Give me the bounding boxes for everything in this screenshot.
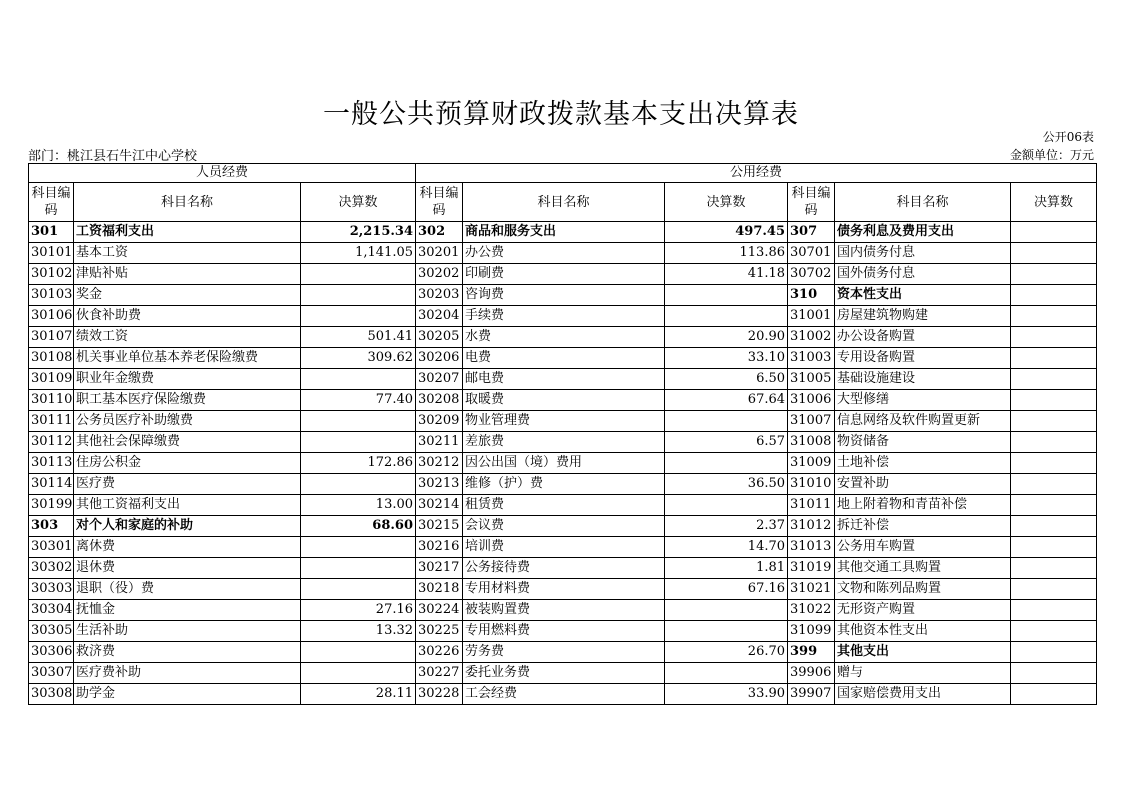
table-row — [29, 264, 1097, 285]
public-group-header: 公用经费 — [416, 164, 1097, 183]
name-cell: 资本性支出 — [835, 285, 1011, 306]
code-cell: 39907 — [788, 684, 835, 705]
table-row — [29, 285, 1097, 306]
code-cell: 30203 — [416, 285, 463, 306]
name-cell: 取暖费 — [463, 390, 665, 411]
amount-cell: 33.10 — [665, 348, 788, 369]
amount-cell — [665, 621, 788, 642]
name-cell: 工会经费 — [463, 684, 665, 705]
amount-cell — [1011, 411, 1097, 432]
code-cell: 31007 — [788, 411, 835, 432]
name-cell: 水费 — [463, 327, 665, 348]
name-cell: 债务利息及费用支出 — [835, 222, 1011, 243]
table-row — [29, 600, 1097, 621]
amount-cell — [1011, 621, 1097, 642]
code-cell: 30107 — [29, 327, 74, 348]
name-cell: 被装购置费 — [463, 600, 665, 621]
name-cell: 医疗费补助 — [74, 663, 301, 684]
name-cell: 公务员医疗补助缴费 — [74, 411, 301, 432]
name-cell: 医疗费 — [74, 474, 301, 495]
name-header: 科目名称 — [463, 183, 665, 222]
name-cell: 土地补偿 — [835, 453, 1011, 474]
name-cell: 住房公积金 — [74, 453, 301, 474]
amount-cell — [1011, 264, 1097, 285]
amount-cell — [1011, 600, 1097, 621]
name-cell: 国内债务付息 — [835, 243, 1011, 264]
amount-cell: 33.90 — [665, 684, 788, 705]
amount-cell: 27.16 — [301, 600, 416, 621]
code-cell: 30206 — [416, 348, 463, 369]
table-row — [29, 642, 1097, 663]
table-row — [29, 684, 1097, 705]
amount-cell — [301, 411, 416, 432]
amount-cell — [301, 537, 416, 558]
amount-cell — [1011, 243, 1097, 264]
amount-header: 决算数 — [665, 183, 788, 222]
name-cell: 物业管理费 — [463, 411, 665, 432]
code-header: 科目编码 — [416, 183, 463, 222]
amount-cell: 13.00 — [301, 495, 416, 516]
name-cell: 办公设备购置 — [835, 327, 1011, 348]
table-row — [29, 306, 1097, 327]
amount-cell — [1011, 558, 1097, 579]
amount-cell: 41.18 — [665, 264, 788, 285]
code-cell: 31002 — [788, 327, 835, 348]
amount-cell — [1011, 474, 1097, 495]
name-cell: 赠与 — [835, 663, 1011, 684]
amount-cell: 68.60 — [301, 516, 416, 537]
amount-cell — [1011, 684, 1097, 705]
name-cell: 会议费 — [463, 516, 665, 537]
amount-cell — [301, 264, 416, 285]
amount-cell: 36.50 — [665, 474, 788, 495]
code-cell: 30301 — [29, 537, 74, 558]
code-cell: 31005 — [788, 369, 835, 390]
table-row — [29, 243, 1097, 264]
name-cell: 奖金 — [74, 285, 301, 306]
code-cell: 30702 — [788, 264, 835, 285]
code-cell: 399 — [788, 642, 835, 663]
name-cell: 房屋建筑物购建 — [835, 306, 1011, 327]
amount-cell: 2.37 — [665, 516, 788, 537]
table-body — [29, 222, 1097, 705]
amount-cell — [665, 495, 788, 516]
code-cell: 30114 — [29, 474, 74, 495]
amount-cell: 67.64 — [665, 390, 788, 411]
code-cell: 30308 — [29, 684, 74, 705]
code-cell: 30201 — [416, 243, 463, 264]
amount-cell: 67.16 — [665, 579, 788, 600]
amount-cell: 20.90 — [665, 327, 788, 348]
amount-cell — [1011, 285, 1097, 306]
amount-cell — [1011, 390, 1097, 411]
table-row — [29, 411, 1097, 432]
code-cell: 30218 — [416, 579, 463, 600]
code-cell: 310 — [788, 285, 835, 306]
table-row — [29, 537, 1097, 558]
table-row — [29, 516, 1097, 537]
table-row — [29, 453, 1097, 474]
amount-cell: 172.86 — [301, 453, 416, 474]
name-cell: 职工基本医疗保险缴费 — [74, 390, 301, 411]
amount-cell: 2,215.34 — [301, 222, 416, 243]
code-cell: 30211 — [416, 432, 463, 453]
code-cell: 30106 — [29, 306, 74, 327]
code-cell: 30205 — [416, 327, 463, 348]
code-cell: 301 — [29, 222, 74, 243]
name-cell: 对个人和家庭的补助 — [74, 516, 301, 537]
name-cell: 邮电费 — [463, 369, 665, 390]
code-cell: 30202 — [416, 264, 463, 285]
code-cell: 30109 — [29, 369, 74, 390]
department-label: 部门：桃江县石牛江中心学校 — [28, 149, 198, 164]
name-cell: 地上附着物和青苗补偿 — [835, 495, 1011, 516]
table-row — [29, 579, 1097, 600]
code-header: 科目编码 — [29, 183, 74, 222]
name-cell: 基本工资 — [74, 243, 301, 264]
amount-cell — [665, 663, 788, 684]
amount-cell: 1,141.05 — [301, 243, 416, 264]
code-cell: 30111 — [29, 411, 74, 432]
code-cell: 31022 — [788, 600, 835, 621]
name-cell: 印刷费 — [463, 264, 665, 285]
code-cell: 30212 — [416, 453, 463, 474]
code-cell: 30216 — [416, 537, 463, 558]
code-cell: 30209 — [416, 411, 463, 432]
name-cell: 办公费 — [463, 243, 665, 264]
expenditure-table — [28, 163, 1097, 705]
name-cell: 伙食补助费 — [74, 306, 301, 327]
amount-header: 决算数 — [301, 183, 416, 222]
name-cell: 其他工资福利支出 — [74, 495, 301, 516]
name-cell: 其他资本性支出 — [835, 621, 1011, 642]
code-cell: 31003 — [788, 348, 835, 369]
name-cell: 咨询费 — [463, 285, 665, 306]
amount-cell — [301, 663, 416, 684]
name-cell: 大型修缮 — [835, 390, 1011, 411]
table-row — [29, 369, 1097, 390]
code-cell: 30226 — [416, 642, 463, 663]
code-cell: 30112 — [29, 432, 74, 453]
name-cell: 其他支出 — [835, 642, 1011, 663]
name-cell: 培训费 — [463, 537, 665, 558]
code-cell: 31001 — [788, 306, 835, 327]
name-cell: 津贴补贴 — [74, 264, 301, 285]
code-cell: 30101 — [29, 243, 74, 264]
personnel-group-header: 人员经费 — [29, 164, 416, 183]
amount-cell — [1011, 663, 1097, 684]
code-cell: 31019 — [788, 558, 835, 579]
name-cell: 助学金 — [74, 684, 301, 705]
code-cell: 30228 — [416, 684, 463, 705]
name-cell: 离休费 — [74, 537, 301, 558]
name-cell: 其他社会保障缴费 — [74, 432, 301, 453]
amount-cell: 6.50 — [665, 369, 788, 390]
amount-cell: 26.70 — [665, 642, 788, 663]
amount-cell: 113.86 — [665, 243, 788, 264]
name-cell: 机关事业单位基本养老保险缴费 — [74, 348, 301, 369]
code-cell: 31099 — [788, 621, 835, 642]
table-row — [29, 348, 1097, 369]
name-cell: 专用燃料费 — [463, 621, 665, 642]
amount-cell — [1011, 579, 1097, 600]
code-cell: 30304 — [29, 600, 74, 621]
name-cell: 基础设施建设 — [835, 369, 1011, 390]
name-cell: 退职（役）费 — [74, 579, 301, 600]
code-cell: 30213 — [416, 474, 463, 495]
unit-label: 金额单位：万元 — [1009, 148, 1094, 162]
code-cell: 30102 — [29, 264, 74, 285]
name-cell: 绩效工资 — [74, 327, 301, 348]
amount-cell — [1011, 453, 1097, 474]
amount-cell — [1011, 327, 1097, 348]
code-cell: 31010 — [788, 474, 835, 495]
name-cell: 退休费 — [74, 558, 301, 579]
amount-cell — [301, 579, 416, 600]
code-cell: 30303 — [29, 579, 74, 600]
table-row — [29, 390, 1097, 411]
amount-cell: 309.62 — [301, 348, 416, 369]
name-cell: 差旅费 — [463, 432, 665, 453]
code-cell: 30302 — [29, 558, 74, 579]
code-cell: 30103 — [29, 285, 74, 306]
table-row — [29, 222, 1097, 243]
code-cell: 39906 — [788, 663, 835, 684]
code-cell: 30701 — [788, 243, 835, 264]
amount-cell — [1011, 516, 1097, 537]
code-cell: 30305 — [29, 621, 74, 642]
amount-cell: 28.11 — [301, 684, 416, 705]
amount-cell — [301, 306, 416, 327]
name-cell: 生活补助 — [74, 621, 301, 642]
amount-cell — [1011, 369, 1097, 390]
name-cell: 劳务费 — [463, 642, 665, 663]
code-cell: 30224 — [416, 600, 463, 621]
code-cell: 31008 — [788, 432, 835, 453]
code-cell: 30227 — [416, 663, 463, 684]
name-header: 科目名称 — [835, 183, 1011, 222]
code-cell: 30214 — [416, 495, 463, 516]
amount-cell — [665, 600, 788, 621]
code-cell: 303 — [29, 516, 74, 537]
name-cell: 因公出国（境）费用 — [463, 453, 665, 474]
name-cell: 商品和服务支出 — [463, 222, 665, 243]
amount-cell — [665, 306, 788, 327]
name-cell: 工资福利支出 — [74, 222, 301, 243]
name-cell: 职业年金缴费 — [74, 369, 301, 390]
amount-cell — [301, 642, 416, 663]
name-cell: 国外债务付息 — [835, 264, 1011, 285]
amount-cell: 77.40 — [301, 390, 416, 411]
code-cell: 302 — [416, 222, 463, 243]
code-cell: 307 — [788, 222, 835, 243]
name-cell: 专用材料费 — [463, 579, 665, 600]
code-cell: 31006 — [788, 390, 835, 411]
code-cell: 30208 — [416, 390, 463, 411]
table-row — [29, 327, 1097, 348]
amount-cell — [665, 453, 788, 474]
table-row — [29, 495, 1097, 516]
code-cell: 30215 — [416, 516, 463, 537]
name-cell: 国家赔偿费用支出 — [835, 684, 1011, 705]
amount-cell: 497.45 — [665, 222, 788, 243]
name-header: 科目名称 — [74, 183, 301, 222]
amount-cell — [1011, 642, 1097, 663]
amount-header: 决算数 — [1011, 183, 1097, 222]
name-cell: 手续费 — [463, 306, 665, 327]
name-cell: 租赁费 — [463, 495, 665, 516]
amount-cell — [665, 285, 788, 306]
code-cell: 30113 — [29, 453, 74, 474]
code-cell: 30110 — [29, 390, 74, 411]
name-cell: 救济费 — [74, 642, 301, 663]
amount-cell — [301, 369, 416, 390]
table-row — [29, 432, 1097, 453]
amount-cell — [1011, 306, 1097, 327]
amount-cell — [1011, 348, 1097, 369]
code-cell: 30225 — [416, 621, 463, 642]
table-row — [29, 474, 1097, 495]
name-cell: 无形资产购置 — [835, 600, 1011, 621]
amount-cell — [301, 285, 416, 306]
table-row — [29, 621, 1097, 642]
form-code: 公开06表 — [1042, 130, 1094, 144]
page-title: 一般公共预算财政拨款基本支出决算表 — [323, 99, 799, 130]
name-cell: 专用设备购置 — [835, 348, 1011, 369]
amount-cell — [301, 432, 416, 453]
code-cell: 30199 — [29, 495, 74, 516]
amount-cell — [665, 411, 788, 432]
amount-cell — [1011, 432, 1097, 453]
code-cell: 31013 — [788, 537, 835, 558]
code-cell: 31012 — [788, 516, 835, 537]
name-cell: 文物和陈列品购置 — [835, 579, 1011, 600]
code-header: 科目编码 — [788, 183, 835, 222]
code-cell: 30307 — [29, 663, 74, 684]
amount-cell: 501.41 — [301, 327, 416, 348]
name-cell: 其他交通工具购置 — [835, 558, 1011, 579]
name-cell: 信息网络及软件购置更新 — [835, 411, 1011, 432]
table-row — [29, 558, 1097, 579]
code-cell: 30217 — [416, 558, 463, 579]
amount-cell — [301, 558, 416, 579]
code-cell: 30306 — [29, 642, 74, 663]
code-cell: 31011 — [788, 495, 835, 516]
name-cell: 委托业务费 — [463, 663, 665, 684]
amount-cell — [1011, 222, 1097, 243]
name-cell: 安置补助 — [835, 474, 1011, 495]
name-cell: 电费 — [463, 348, 665, 369]
amount-cell: 13.32 — [301, 621, 416, 642]
code-cell: 30108 — [29, 348, 74, 369]
code-cell: 30207 — [416, 369, 463, 390]
name-cell: 公务用车购置 — [835, 537, 1011, 558]
amount-cell — [301, 474, 416, 495]
amount-cell — [1011, 495, 1097, 516]
name-cell: 抚恤金 — [74, 600, 301, 621]
name-cell: 拆迁补偿 — [835, 516, 1011, 537]
code-cell: 30204 — [416, 306, 463, 327]
table-row — [29, 663, 1097, 684]
amount-cell: 6.57 — [665, 432, 788, 453]
amount-cell: 1.81 — [665, 558, 788, 579]
name-cell: 公务接待费 — [463, 558, 665, 579]
code-cell: 31009 — [788, 453, 835, 474]
name-cell: 维修（护）费 — [463, 474, 665, 495]
amount-cell: 14.70 — [665, 537, 788, 558]
name-cell: 物资储备 — [835, 432, 1011, 453]
code-cell: 31021 — [788, 579, 835, 600]
amount-cell — [1011, 537, 1097, 558]
